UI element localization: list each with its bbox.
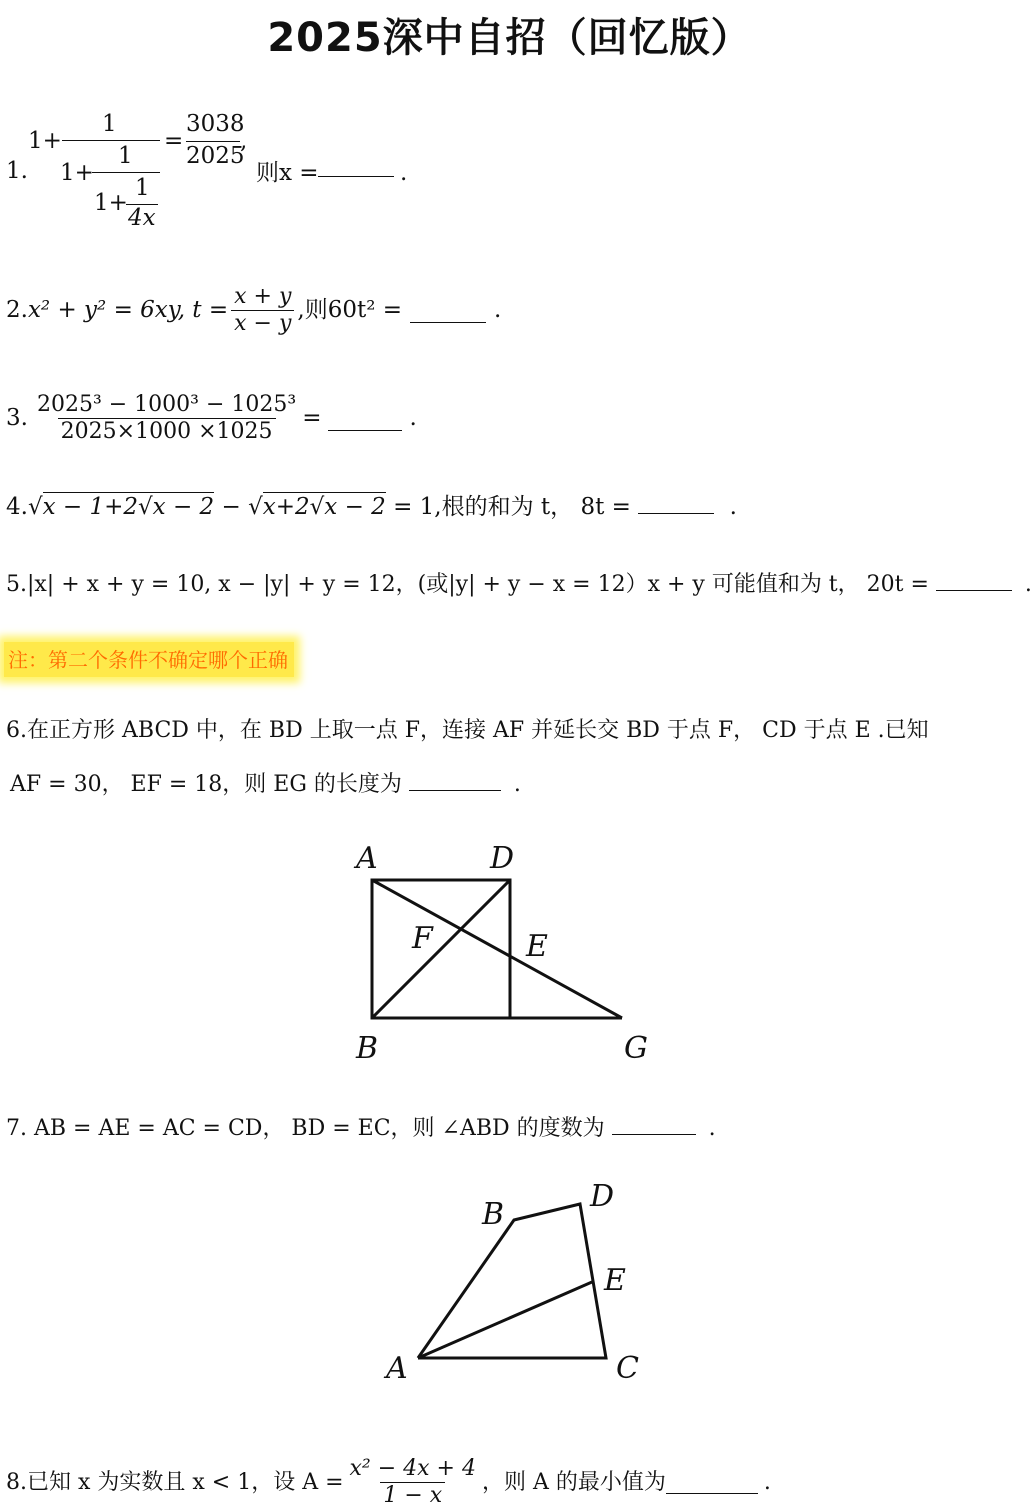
q1-equals: =: [164, 128, 184, 154]
q3-numerator: 2025³ − 1000³ − 1025³: [36, 392, 297, 417]
q8-answer-blank[interactable]: [666, 1471, 758, 1494]
q1-plus-1: 1+: [28, 128, 62, 154]
question-6-line-2: [10, 768, 521, 798]
q1-plus-2: 1+: [60, 160, 94, 186]
q6-text: AF = 30， EF = 18，则 EG 的长度为: [10, 772, 402, 797]
q5-text: 5.|x| + x + y = 10, x − |y| + y = 12，(或|y| + y − x = 12）x + y 可能值和为 t， 20t =: [6, 572, 929, 597]
q5-period: .: [1024, 572, 1032, 597]
q1-ask: 则x =: [256, 160, 319, 186]
q4-radicand-2: x+2: [262, 494, 310, 520]
q2-ask: ,则60t² =: [297, 297, 403, 324]
label-e: E: [526, 929, 548, 964]
q4-radical-1: [43, 492, 215, 520]
label-f: F: [412, 921, 433, 956]
q4-radicand-1: x − 1+2: [42, 494, 139, 520]
question-4: [6, 490, 737, 522]
q3-answer-blank[interactable]: [328, 407, 402, 431]
radical-sign-icon: √: [248, 494, 263, 520]
figure-square-abcd: [340, 832, 670, 1072]
q6-answer-blank[interactable]: [409, 768, 501, 791]
q1-one-a: 1: [102, 111, 117, 137]
q2-denominator: x − y: [231, 310, 294, 337]
label-a: A: [386, 1351, 408, 1386]
q7-period: .: [708, 1116, 716, 1141]
question-5: [6, 568, 1032, 598]
q7-text: 7. AB = AE = AC = CD， BD = EC，则 ∠ABD 的度数为: [6, 1116, 605, 1141]
diagonal-bd: [372, 880, 510, 1018]
q4-number: 4.: [6, 494, 28, 520]
label-c: C: [616, 1351, 639, 1386]
q3-number: 3.: [6, 405, 28, 432]
q8-fraction: [347, 1456, 479, 1510]
q3-period: .: [409, 405, 417, 432]
q4-period: .: [729, 494, 737, 520]
q1-one-c: 1: [135, 175, 150, 201]
q6-period: .: [513, 772, 521, 797]
q1-answer-blank[interactable]: [318, 160, 394, 177]
q4-inner-radicand-1: x − 2: [152, 494, 215, 520]
page-title: 2025深中自招（回忆版）: [267, 15, 752, 61]
question-8: [6, 1456, 771, 1510]
label-b: B: [482, 1197, 505, 1232]
q1-number: 1.: [6, 158, 28, 184]
q8-denominator: 1 − x: [380, 1482, 445, 1509]
q1-result-denominator: 2025: [186, 143, 245, 169]
label-d: D: [490, 841, 515, 876]
q4-radical-2: [263, 492, 386, 520]
q1-result-numerator: 3038: [186, 111, 245, 137]
q3-fraction: [34, 392, 299, 446]
q2-equation: x² + y² = 6xy, t =: [27, 297, 229, 324]
q3-equals: =: [302, 405, 322, 432]
q1-one-b: 1: [118, 143, 133, 169]
q1-inner-denominator: 4x: [128, 205, 156, 231]
question-2: [6, 284, 501, 338]
q3-denominator: 2025×1000 ×1025: [58, 418, 276, 445]
q2-numerator: x + y: [234, 284, 292, 309]
highlighted-note: 注：第二个条件不确定哪个正确: [4, 642, 294, 677]
q2-number: 2.: [6, 297, 28, 324]
q2-period: .: [494, 297, 502, 324]
quadrilateral-outline: [418, 1204, 606, 1358]
q1-period: .: [400, 160, 408, 186]
q5-answer-blank[interactable]: [936, 568, 1012, 591]
q1-fraction-bar-outer: [62, 140, 160, 141]
q4-tail: = 1,根的和为 t， 8t =: [393, 494, 631, 520]
q8-period: .: [763, 1469, 771, 1495]
radical-sign-icon: √: [309, 494, 325, 520]
question-3: [6, 392, 417, 446]
q8-text: 8.已知 x 为实数且 x < 1，设 A =: [6, 1469, 344, 1495]
label-d: D: [590, 1179, 615, 1214]
q7-answer-blank[interactable]: [612, 1112, 696, 1135]
q2-answer-blank[interactable]: [410, 299, 486, 323]
q4-minus: −: [221, 494, 241, 520]
radical-sign-icon: √: [27, 494, 43, 520]
question-7: [6, 1112, 716, 1142]
q8-ask: ，则 A 的最小值为: [481, 1469, 666, 1495]
question-6-line-1: 6.在正方形 ABCD 中，在 BD 上取一点 F，连接 AF 并延长交 BD 于点 F， CD 于点 E .已知: [6, 718, 929, 743]
q1-fraction-bar-mid: [92, 172, 160, 173]
figure-quadrilateral: [380, 1178, 650, 1388]
q4-answer-blank[interactable]: [638, 490, 714, 514]
q1-result-bar: [186, 141, 240, 142]
label-a: A: [356, 841, 378, 876]
label-g: G: [624, 1031, 648, 1066]
q1-comma: ,: [240, 128, 248, 154]
segment-ag: [372, 880, 622, 1018]
label-e: E: [604, 1263, 626, 1298]
q1-plus-3: 1+: [94, 190, 128, 216]
q4-inner-radicand-2: x − 2: [324, 494, 386, 520]
q2-fraction: [231, 284, 294, 338]
radical-sign-icon: √: [138, 494, 153, 520]
label-b: B: [356, 1031, 379, 1066]
q8-numerator: x² − 4x + 4: [349, 1456, 476, 1481]
